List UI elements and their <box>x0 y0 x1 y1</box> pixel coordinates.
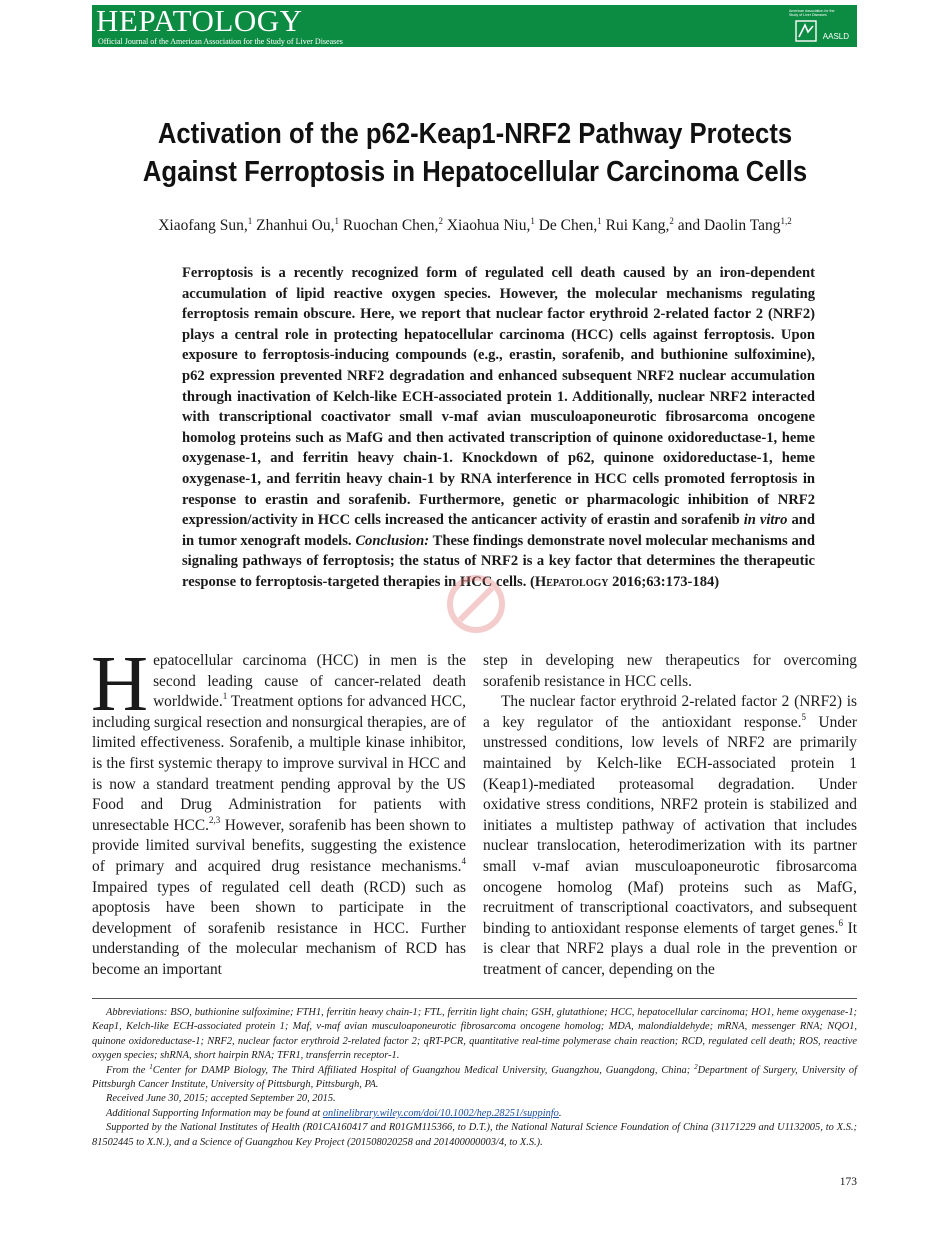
body-paragraph: step in developing new therapeutics for overcoming sorafenib resistance in HCC cells. <box>483 652 857 690</box>
title-line-1: Activation of the p62-Keap1-NRF2 Pathway Protects <box>157 118 793 150</box>
received-note: Received June 30, 2015; accepted September 20, 2015. <box>106 1093 336 1105</box>
author: Zhanhui Ou,$^1$ <box>256 216 339 234</box>
article-title <box>102 115 849 191</box>
journal-citation: Hepatology <box>534 573 609 590</box>
supporting-info-note: Additional Supporting Information may be found at onlinelibrary.wiley.com/doi/10.1002/hep.28251/suppinfo. <box>106 1107 562 1119</box>
abstract: Ferroptosis is a recently recognized form of regulated cell death caused by an iron-dependent accumulation of lipid reactive oxygen species. However, the molecular mechanisms regulating ferroptosis remain obscure. Here, we report that nuclear factor erythroid 2-related factor 2 (NRF2) plays a central role in protecting hepatocellular carcinoma (HCC) cells against ferroptosis. Upon exposure to ferroptosis-inducing compounds (e.g., erastin, sorafenib, and buthionine sulfoximine), p62 expression prevented NRF2 degradation and enhanced subsequent NRF2 nuclear accumulation through inactivation of Kelch-like ECH-associated protein 1. Additionally, nuclear NRF2 interacted with transcriptional coactivator small v-maf avian musculoaponeurotic fibrosarcoma oncogene homolog proteins such as MafG and then activated transcription of quinone oxidoreductase-1, heme oxygenase-1, and ferritin heavy chain-1. Knockdown of p62, quinone oxidoreductase-1, heme oxygenase-1, and ferritin heavy chain-1 by RNA interference in HCC cells promoted ferroptosis in response to erastin and sorafenib. Furthermore, genetic or pharmacologic inhibition of NRF2 expression/activity in HCC cells increased the anticancer activity of erastin and sorafenib in vitro and in tumor xenograft models. Conclusion: These findings demonstrate novel molecular mechanisms and signaling pathways of ferroptosis; the status of NRF2 is a key factor that determines the therapeutic response to ferroptosis-targeted therapies in HCC cells. (Hepatology 2016;63:173-184) <box>182 265 815 590</box>
page-number: 173 <box>839 1176 857 1188</box>
supporting-info-link[interactable]: onlinelibrary.wiley.com/doi/10.1002/hep.28251/suppinfo <box>322 1107 559 1119</box>
body-column-right <box>483 651 857 981</box>
author: Xiaofang Sun,$^1$ <box>158 216 253 234</box>
watermark-icon <box>440 568 512 640</box>
footnote-divider <box>92 998 857 999</box>
author: De Chen,$^1$ <box>538 216 602 234</box>
author: Xiaohua Niu,$^1$ <box>446 216 535 234</box>
journal-banner <box>92 5 857 47</box>
association-name: American Association for the Study of Liver Diseases <box>789 9 835 17</box>
aasld-logo-icon <box>795 20 817 42</box>
author: Ruochan Chen,$^2$ <box>342 216 443 234</box>
abbreviations-note: Abbreviations: BSO, buthionine sulfoximine; FTH1, ferritin heavy chain-1; FTL, ferritin light chain; GSH, glutathione; HCC, hepatocellular carcinoma; HO1, heme oxygenase-1; Keap1, Kelch-like ECH-associated protein 1; Maf, v-maf avian musculoaponeurotic fibrosarcoma oncogene homolog; MDA, malondialdehyde; mRNA, messenger RNA; NQO1, quinone oxidoreductase-1; NRF2, nuclear factor erythroid 2-related factor 2; qRT-PCR, quantitative real-time polymerase chain reaction; RCD, regulated cell death; ROS, reactive oxygen species; shRNA, short hairpin RNA; TFR1, transferrin receptor-1. <box>92 1007 857 1062</box>
body-column-left <box>91 641 467 981</box>
affiliations-note: From the $^1$Center for DAMP Biology, The Third Affiliated Hospital of Guangzhou Medical University, Guangzhou, Guangdong, China; $^2$Department of Surgery, University of Pittsburgh Cancer Institute, University of Pittsburgh, Pittsburgh, PA. <box>92 1062 857 1091</box>
conclusion-label: Conclusion: <box>355 532 430 549</box>
author: Rui Kang,$^2$ <box>605 216 674 234</box>
author: and Daolin Tang$^{1,2}$ <box>677 216 792 234</box>
logo-text: AASLD <box>822 32 849 41</box>
author-list <box>60 211 890 236</box>
body-paragraph: The nuclear factor erythroid 2-related factor 2 (NRF2) is a key regulator of the antioxidant response.$^5$ Under unstressed conditions, low levels of NRF2 are primarily maintained by Kelch-like ECH-associated protein 1 (Keap1)-mediated proteasomal degradation. Under oxidative stress conditions, NRF2 protein is stabilized and initiates a multistep pathway of activation that includes nuclear translocation, heterodimerization with its partner small v-maf avian musculoaponeurotic fibrosarcoma oncogene homolog (Maf) proteins such as MafG, recruitment of transcriptional coactivators, and subsequent binding to antioxidant response elements of target genes.$^6$ It is clear that NRF2 plays a dual role in the prevention or treatment of cancer, depending on the <box>483 693 858 978</box>
body-paragraph: Hepatocellular carcinoma (HCC) in men is the second leading cause of cancer-related death worldwide.$^1$ Treatment options for advanced HCC, including surgical resection and nonsurgical therapies, are of limited effectiveness. Sorafenib, a multiple kinase inhibitor, is the first systemic therapy to improve survival in HCC and is now a standard treatment pending approval by the US Food and Drug Administration for patients with unresectable HCC.$^{2,3}$ However, sorafenib has been shown to provide limited survival benefits, suggesting the existence of primary and acquired drug resistance mechanisms.$^4$ Impaired types of regulated cell death (RCD) such as apoptosis have been shown to participate in the development of sorafenib resistance in HCC. Further understanding of the molecular mechanism of RCD has become an important <box>91 641 467 978</box>
funding-note: Supported by the National Institutes of Health (R01CA160417 and R01GM115366, to D.T.), the National Natural Science Foundation of China (31171229 and U1132005, to X.S.; 81502445 to X.N.), and a Science of Guangzhou Key Project (201508020258 and 201400000003/4, to X.S.). <box>92 1122 857 1148</box>
footnotes <box>92 1006 857 1150</box>
drop-cap: H <box>91 641 149 728</box>
title-line-2: Against Ferroptosis in Hepatocellular Carcinoma Cells <box>142 156 808 188</box>
journal-name: HEPATOLOGY <box>96 3 303 38</box>
journal-subtitle: Official Journal of the American Association for the Study of Liver Diseases <box>98 37 343 46</box>
